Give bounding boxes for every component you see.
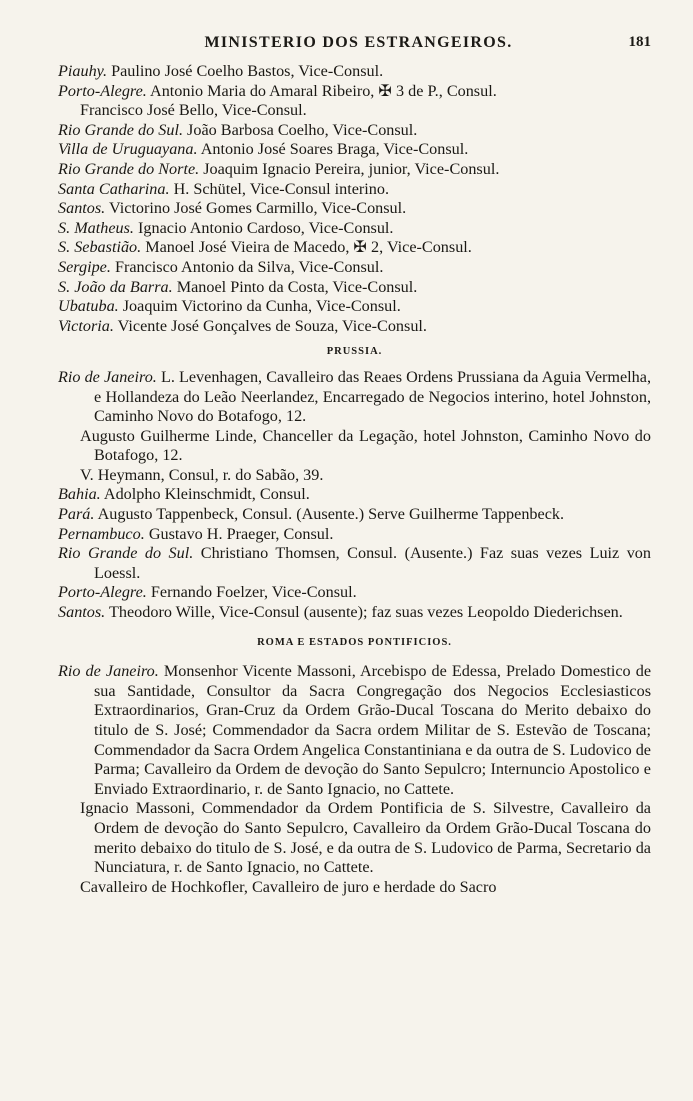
entry-text: João Barbosa Coelho, Vice-Consul. <box>187 120 418 139</box>
place-name: Rio de Janeiro. <box>58 367 157 386</box>
directory-entry <box>58 258 651 278</box>
place-name: Piauhy. <box>58 62 108 80</box>
directory-entry <box>58 603 651 623</box>
directory-entry <box>58 101 651 121</box>
entry-text: Cavalleiro de Hochkofler, Cavalleiro de juro e herdade do Sacro <box>80 877 497 896</box>
entry-text: L. Levenhagen, Cavalleiro das Reaes Ordens Prussiana da Aguia Vermelha, e Hollandeza do Leão Neerlandez, Encarregado de Negocios interino, hotel Johnston, Caminho Novo do Botafogo, 12. <box>94 367 652 426</box>
directory-entry <box>58 485 651 505</box>
directory-entry <box>58 140 651 160</box>
place-name: Santos. <box>58 603 106 622</box>
directory-entry <box>58 180 651 200</box>
directory-entry <box>58 62 651 82</box>
place-name: Santa Catharina. <box>58 179 170 198</box>
entry-text: Antonio José Soares Braga, Vice-Consul. <box>200 140 469 159</box>
place-name: Rio Grande do Norte. <box>58 159 200 178</box>
place-name: Sergipe. <box>58 257 111 276</box>
place-name: Porto-Alegre. <box>58 583 147 602</box>
directory-entry <box>58 219 651 239</box>
entry-text: Victorino José Gomes Carmillo, Vice-Consul. <box>109 199 407 218</box>
place-name: Pará. <box>58 505 95 524</box>
entry-text: Monsenhor Vicente Massoni, Arcebispo de Edessa, Prelado Domestico de sua Santidade, Consultor da Sacra Congregação dos Negocios Ecclesiasticos Extraordinarios, Gran-Cruz da Ordem Grão-Ducal Toscana do Merito debaixo do titulo de S. José; Commendador da Sacra ordem Militar de S. Estevão de Toscana; Commendador da Sacra Ordem Angelica Constantiniana e da outra de S. Ludovico de Parma; Cavalleiro da Ordem de devoção do Santo Sepulcro; Internuncio Apostolico e Enviado Extraordinario, r. de Santo Ignacio, no Cattete. <box>94 662 651 798</box>
page-header <box>58 34 651 56</box>
entry-text: Joaquim Victorino da Cunha, Vice-Consul. <box>122 297 401 316</box>
directory-entry <box>58 317 651 337</box>
directory-entry <box>58 297 651 317</box>
entry-text: V. Heymann, Consul, r. do Sabão, 39. <box>80 465 324 484</box>
running-title: MINISTERIO DOS ESTRANGEIROS. <box>204 34 513 51</box>
entry-text: Gustavo H. Praeger, Consul. <box>148 524 334 543</box>
place-name: Rio Grande do Sul. <box>58 544 194 563</box>
place-name: Pernambuco. <box>58 524 145 543</box>
entry-text: Francisco José Bello, Vice-Consul. <box>80 101 307 120</box>
entry-text: Manoel Pinto da Costa, Vice-Consul. <box>176 277 418 296</box>
place-name: S. João da Barra. <box>58 277 173 296</box>
place-name: Ubatuba. <box>58 297 119 316</box>
directory-entry <box>58 121 651 141</box>
directory-entry <box>58 544 651 583</box>
directory-entry <box>58 278 651 298</box>
place-name: Porto-Alegre. <box>58 81 147 100</box>
place-name: Victoria. <box>58 316 114 335</box>
directory-entry <box>58 82 651 102</box>
place-name: S. Matheus. <box>58 218 134 237</box>
directory-entry <box>58 662 651 799</box>
entry-text: Paulino José Coelho Bastos, Vice-Consul. <box>111 62 384 80</box>
entry-text: Theodoro Wille, Vice-Consul (ausente); faz suas vezes Leopoldo Diederichsen. <box>109 603 623 622</box>
directory-entry <box>58 799 651 877</box>
section-heading: PRUSSIA. <box>326 346 383 358</box>
directory-entry <box>58 505 651 525</box>
place-name: Rio de Janeiro. <box>58 662 159 681</box>
entry-text: Augusto Guilherme Linde, Chanceller da Legação, hotel Johnston, Caminho Novo do Botafogo, 12. <box>80 426 651 465</box>
entry-text: Christiano Thomsen, Consul. (Ausente.) Faz suas vezes Luiz von Loessl. <box>94 544 651 582</box>
place-name: S. Sebastião. <box>58 238 142 257</box>
entry-text: Francisco Antonio da Silva, Vice-Consul. <box>114 257 384 276</box>
entry-text: Antonio Maria do Amaral Ribeiro, ✠ 3 de P., Consul. <box>150 81 497 100</box>
entry-text: Joaquim Ignacio Pereira, junior, Vice-Consul. <box>203 159 500 178</box>
directory-entry <box>58 160 651 180</box>
entry-text: Manoel José Vieira de Macedo, ✠ 2, Vice-Consul. <box>145 238 472 257</box>
entry-text: Fernando Foelzer, Vice-Consul. <box>150 583 357 602</box>
directory-entry <box>58 466 651 486</box>
page-number: 181 <box>628 34 651 50</box>
page-body <box>58 62 651 897</box>
place-name: Santos. <box>58 199 106 218</box>
entry-text: Adolpho Kleinschmidt, Consul. <box>103 485 310 504</box>
directory-entry <box>58 583 651 603</box>
directory-entry <box>58 368 651 427</box>
entry-text: Vicente José Gonçalves de Souza, Vice-Consul. <box>117 316 427 335</box>
entry-text: Ignacio Antonio Cardoso, Vice-Consul. <box>138 218 394 237</box>
entry-text: Augusto Tappenbeck, Consul. (Ausente.) Serve Guilherme Tappenbeck. <box>97 505 565 524</box>
place-name: Bahia. <box>58 485 101 504</box>
place-name: Villa de Uruguayana. <box>58 140 198 159</box>
entry-text: Ignacio Massoni, Commendador da Ordem Pontificia de S. Silvestre, Cavalleiro da Ordem de devoção do Santo Sepulcro, Cavalleiro da Ordem Grão-Ducal Toscana do merito debaixo do titulo de S. José, e da outra de S. Ludovico de Parma, Secretario da Nunciatura, r. de Santo Ignacio, no Cattete. <box>80 799 651 877</box>
directory-entry <box>58 427 651 466</box>
directory-entry <box>58 238 651 258</box>
directory-entry <box>58 525 651 545</box>
directory-entry <box>58 199 651 219</box>
directory-entry <box>58 878 651 898</box>
section-heading: ROMA E ESTADOS PONTIFICIOS. <box>257 636 452 648</box>
entry-text: H. Schütel, Vice-Consul interino. <box>173 179 390 198</box>
place-name: Rio Grande do Sul. <box>58 120 183 139</box>
